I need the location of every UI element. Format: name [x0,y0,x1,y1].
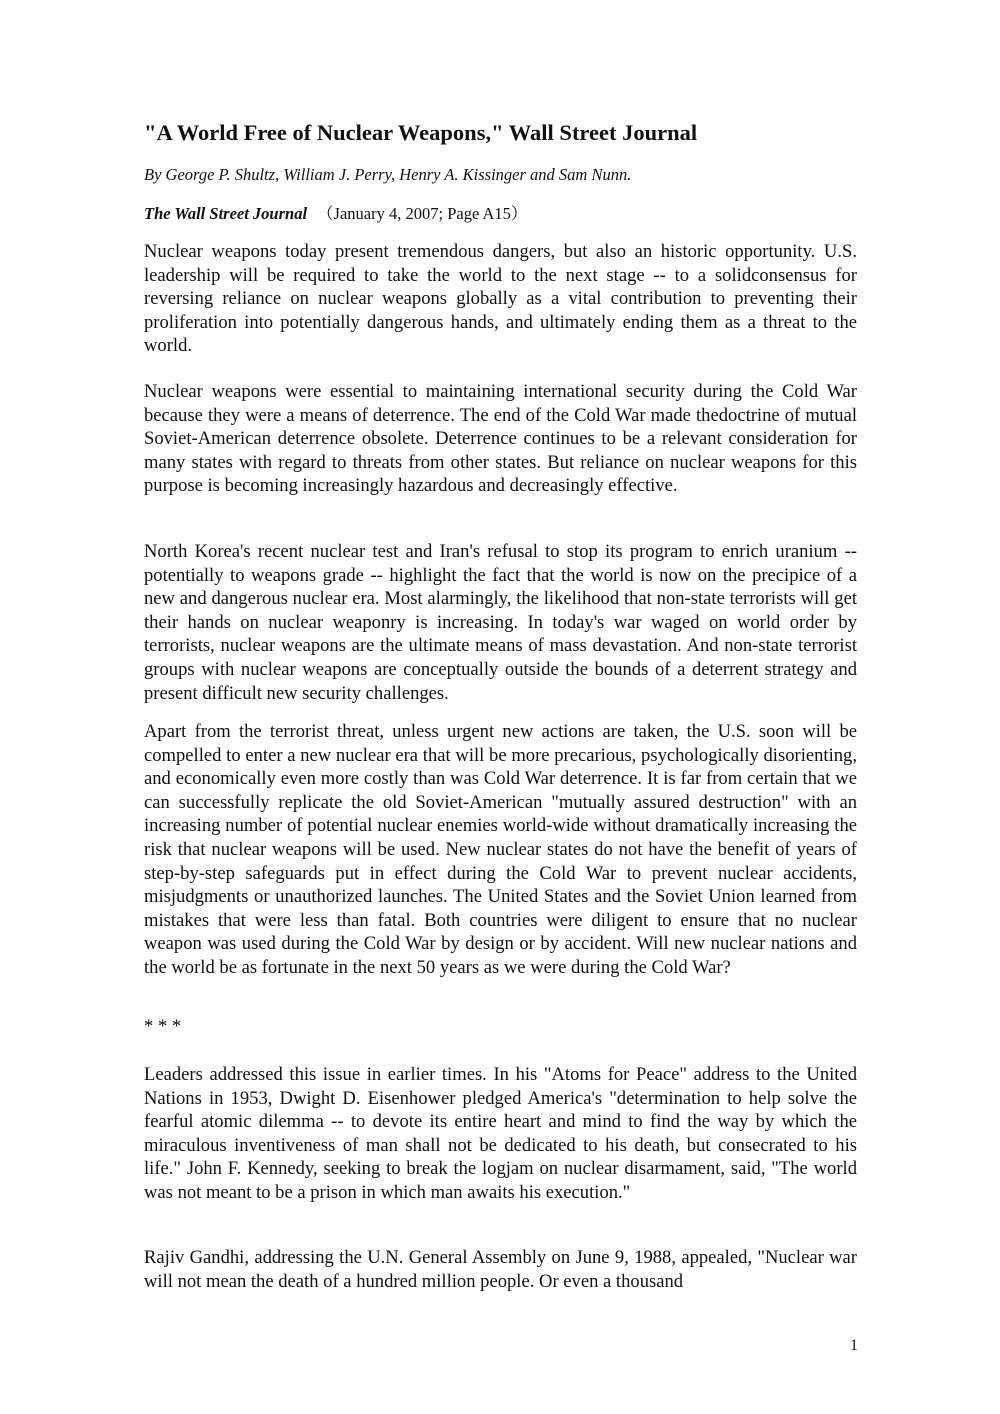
body-paragraph: North Korea's recent nuclear test and Iran's refusal to stop its program to enrich uranium -- potentially to weapons grade -- highlight the fact that the world is now on the precipice of a new and dangerous nuclear era. Most alarmingly, the likelihood that non-state terrorists will get their hands on nuclear weaponry is increasing. In today's war waged on world order by terrorists, nuclear weapons are the ultimate means of mass devastation. And non-state terrorist groups with nuclear weapons are conceptually outside the bounds of a deterrent strategy and present difficult new security challenges. [144,541,857,704]
article-source [144,203,527,225]
body-paragraph: Nuclear weapons today present tremendous dangers, but also an historic opportunity. U.S. leadership will be required to take the world to the next stage -- to a solidconsensus for reversing reliance on nuclear weapons globally as a vital contribution to preventing their proliferation into potentially dangerous hands, and ultimately ending them as a threat to the world. [144,241,857,357]
publication-name: The Wall Street Journal [144,204,308,223]
publication-date: （January 4, 2007; Page A15） [317,204,528,223]
article-title: "A World Free of Nuclear Weapons," Wall Street Journal [144,120,698,145]
page-number: 1 [850,1337,858,1354]
body-paragraph: Leaders addressed this issue in earlier times. In his "Atoms for Peace" address to the United Nations in 1953, Dwight D. Eisenhower pledged America's "determination to help solve the fearful atomic dilemma -- to devote its entire heart and mind to find the way by which the miraculous inventiveness of man shall not be dedicated to his death, but consecrated to his life." John F. Kennedy, seeking to break the logjam on nuclear disarmament, said, "The world was not meant to be a prison in which man awaits his execution." [144,1064,857,1203]
section-separator: * * * [144,1016,182,1037]
body-paragraph: Nuclear weapons were essential to maintaining international security during the Cold War because they were a means of deterrence. The end of the Cold War made thedoctrine of mutual Soviet-American deterrence obsolete. Deterrence continues to be a relevant consideration for many states with regard to threats from other states. But reliance on nuclear weapons for this purpose is becoming increasingly hazardous and decreasingly effective. [144,381,857,497]
body-paragraph: Apart from the terrorist threat, unless urgent new actions are taken, the U.S. soon will be compelled to enter a new nuclear era that will be more precarious, psychologically disorienting, and economically even more costly than was Cold War deterrence. It is far from certain that we can successfully replicate the old Soviet-American "mutually assured destruction" with an increasing number of potential nuclear enemies world-wide without dramatically increasing the risk that nuclear weapons will be used. New nuclear states do not have the benefit of years of step-by-step safeguards put in effect during the Cold War to prevent nuclear accidents, misjudgments or unauthorized launches. The United States and the Soviet Union learned from mistakes that were less than fatal. Both countries were diligent to ensure that no nuclear weapon was used during the Cold War by design or by accident. Will new nuclear nations and the world be as fortunate in the next 50 years as we were during the Cold War? [144,721,857,978]
body-paragraph: Rajiv Gandhi, addressing the U.N. General Assembly on June 9, 1988, appealed, "Nuclear war will not mean the death of a hundred million people. Or even a thousand [144,1247,857,1292]
article-byline: By George P. Shultz, William J. Perry, Henry A. Kissinger and Sam Nunn. [144,165,632,184]
